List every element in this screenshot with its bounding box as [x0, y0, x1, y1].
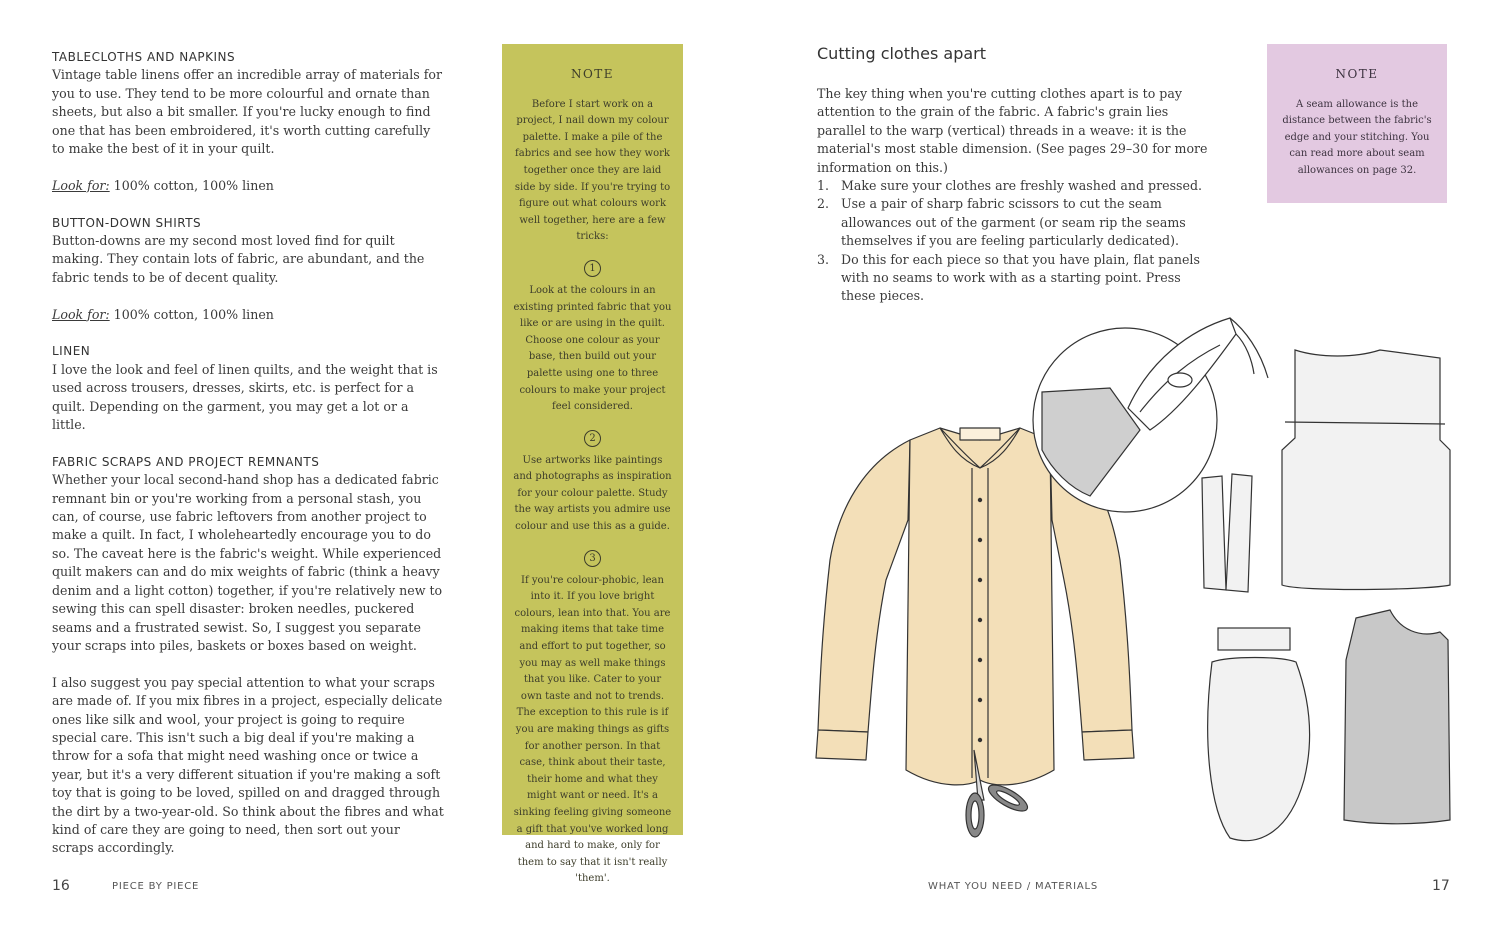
tip-text-2: Use artworks like paintings and photographs as inspiration for your colour palette. Study the way artists you admire use colour and use this as a guide. — [513, 454, 672, 533]
section-body-linen: I love the look and feel of linen quilts, and the weight that is used across trousers, dresses, skirts, etc. is perfect for a quilt. Depending on the garment, you may get a lot or a little. — [52, 361, 438, 433]
look-for-shirts — [52, 306, 444, 324]
note-box-seam-allowance — [1267, 44, 1447, 203]
section-body-scraps-1: Whether your local second-hand shop has a dedicated fabric remnant bin or you're working from a personal stash, you can, of course, use fabric leftovers from another project to make a quilt. In fact, I wholeheartedly encourage you to do so. The caveat here is the fabric's weight. While experienced quilt makers can and do mix weights of fabric (think a heavy denim and a light cotton) together, if you're relatively new to sewing this can spell disaster: broken needles, puckered seams and a frustrated sewist. So, I suggest you separate your scraps into piles, baskets or boxes based on weight. — [52, 472, 443, 653]
section-body-shirts: Button-downs are my second most loved find for quilt making. They contain lots of fabric, are abundant, and the fabric tends to be of decent quality. — [52, 233, 425, 285]
section-body-scraps-2: I also suggest you pay special attention to what your scraps are made of. If you mix fibres in a project, especially delicate ones like silk and wool, your project is going to require special care. This isn't such a big deal if you're making a throw for a sofa that might need washing once or twice a year, but it's a very different situation if you're making a soft toy that is going to be loved, spilled on and dragged through the dirt by a two-year-old. So think about the fibres and what kind of care they are going to need, then sort out your scraps accordingly. — [52, 674, 444, 856]
tip-text-1: Look at the colours in an existing printed fabric that you like or are using in the quilt. Choose one colour as your base, then build out your palette using one to three colours to make your project feel considered. — [513, 284, 672, 413]
left-column — [52, 48, 444, 858]
step-text: Use a pair of sharp fabric scissors to cut the seam allowances out of the garment (or seam rip the seams themselves if you are feeling particularly dedicated). — [841, 196, 1186, 249]
note-box-colour-palette — [502, 44, 683, 885]
page-number-left: 16 — [52, 878, 70, 894]
note-intro: Before I start work on a project, I nail down my colour palette. I make a pile of the fabrics and see how they work together once they are laid side by side. If you're trying to figure out what colours work well together, here are a few tricks: — [514, 98, 671, 243]
right-page-heading: Cutting clothes apart — [817, 44, 987, 63]
look-for-value: 100% cotton, 100% linen — [109, 306, 274, 322]
running-head-left: PIECE BY PIECE — [112, 881, 200, 892]
section-heading-tablecloths: TABLECLOTHS AND NAPKINS — [52, 50, 236, 64]
look-for-tablecloths — [52, 177, 444, 195]
right-intro — [817, 85, 1217, 177]
tip-number-1: 1 — [584, 260, 601, 277]
tip-number-3: 3 — [584, 550, 601, 567]
step-item — [817, 251, 1217, 306]
cutting-clothes-illustration — [790, 300, 1490, 860]
step-text: Do this for each piece so that you have plain, flat panels with no seams to work with as a starting point. Press these pieces. — [841, 251, 1200, 304]
step-number: 2. — [817, 196, 830, 212]
look-for-value: 100% cotton, 100% linen — [109, 177, 274, 193]
section-heading-scraps: FABRIC SCRAPS AND PROJECT REMNANTS — [52, 454, 320, 469]
steps-list — [817, 177, 1217, 306]
tip-text-3: If you're colour-phobic, lean into it. If you love bright colours, lean into that. You are making items that take time and effort to put together, so you may as well make things that you like. Cater to your own taste and not to trends. The exception to this rule is if you are making things as gifts for another person. In that case, think about their taste, their home and what they might want or need. It's a sinking feeling giving someone a gift that you've worked long and hard to make, only for them to say that it isn't really 'them'. — [513, 574, 672, 885]
step-item — [817, 195, 1217, 250]
section-heading-linen: LINEN — [52, 344, 91, 359]
step-number: 3. — [817, 251, 830, 267]
section-body-tablecloths: Vintage table linens offer an incredible array of materials for you to use. They tend to be more colourful and ornate than sheets, but also a bit smaller. If you're lucky enough to find one that has been embroidered, it's worth cutting carefully to make the best of it in your quilt. — [52, 67, 443, 157]
intro-paragraph: The key thing when you're cutting clothes apart is to pay attention to the grain of the fabric. A fabric's grain lies parallel to the warp (vertical) threads in a weave: it is the material's most stable dimension. (See pages 29–30 for more information on this.) — [817, 86, 1208, 175]
step-text: Make sure your clothes are freshly washed and pressed. — [841, 178, 1203, 193]
running-head-right: WHAT YOU NEED / MATERIALS — [928, 881, 1099, 892]
note-text: A seam allowance is the distance between the fabric's edge and your stitching. You can read more about seam allowances on page 32. — [1282, 98, 1432, 176]
look-for-label: Look for: — [52, 306, 110, 322]
fabric-panels-illustration — [1202, 350, 1450, 841]
note-title: NOTE — [570, 67, 615, 81]
step-item — [817, 177, 1217, 195]
step-number: 1. — [817, 178, 830, 193]
note-title: NOTE — [1335, 67, 1379, 81]
section-heading-shirts: BUTTON-DOWN SHIRTS — [52, 215, 202, 230]
page-number-right: 17 — [1432, 878, 1450, 894]
tip-number-2: 2 — [584, 430, 601, 447]
look-for-label: Look for: — [52, 177, 110, 193]
